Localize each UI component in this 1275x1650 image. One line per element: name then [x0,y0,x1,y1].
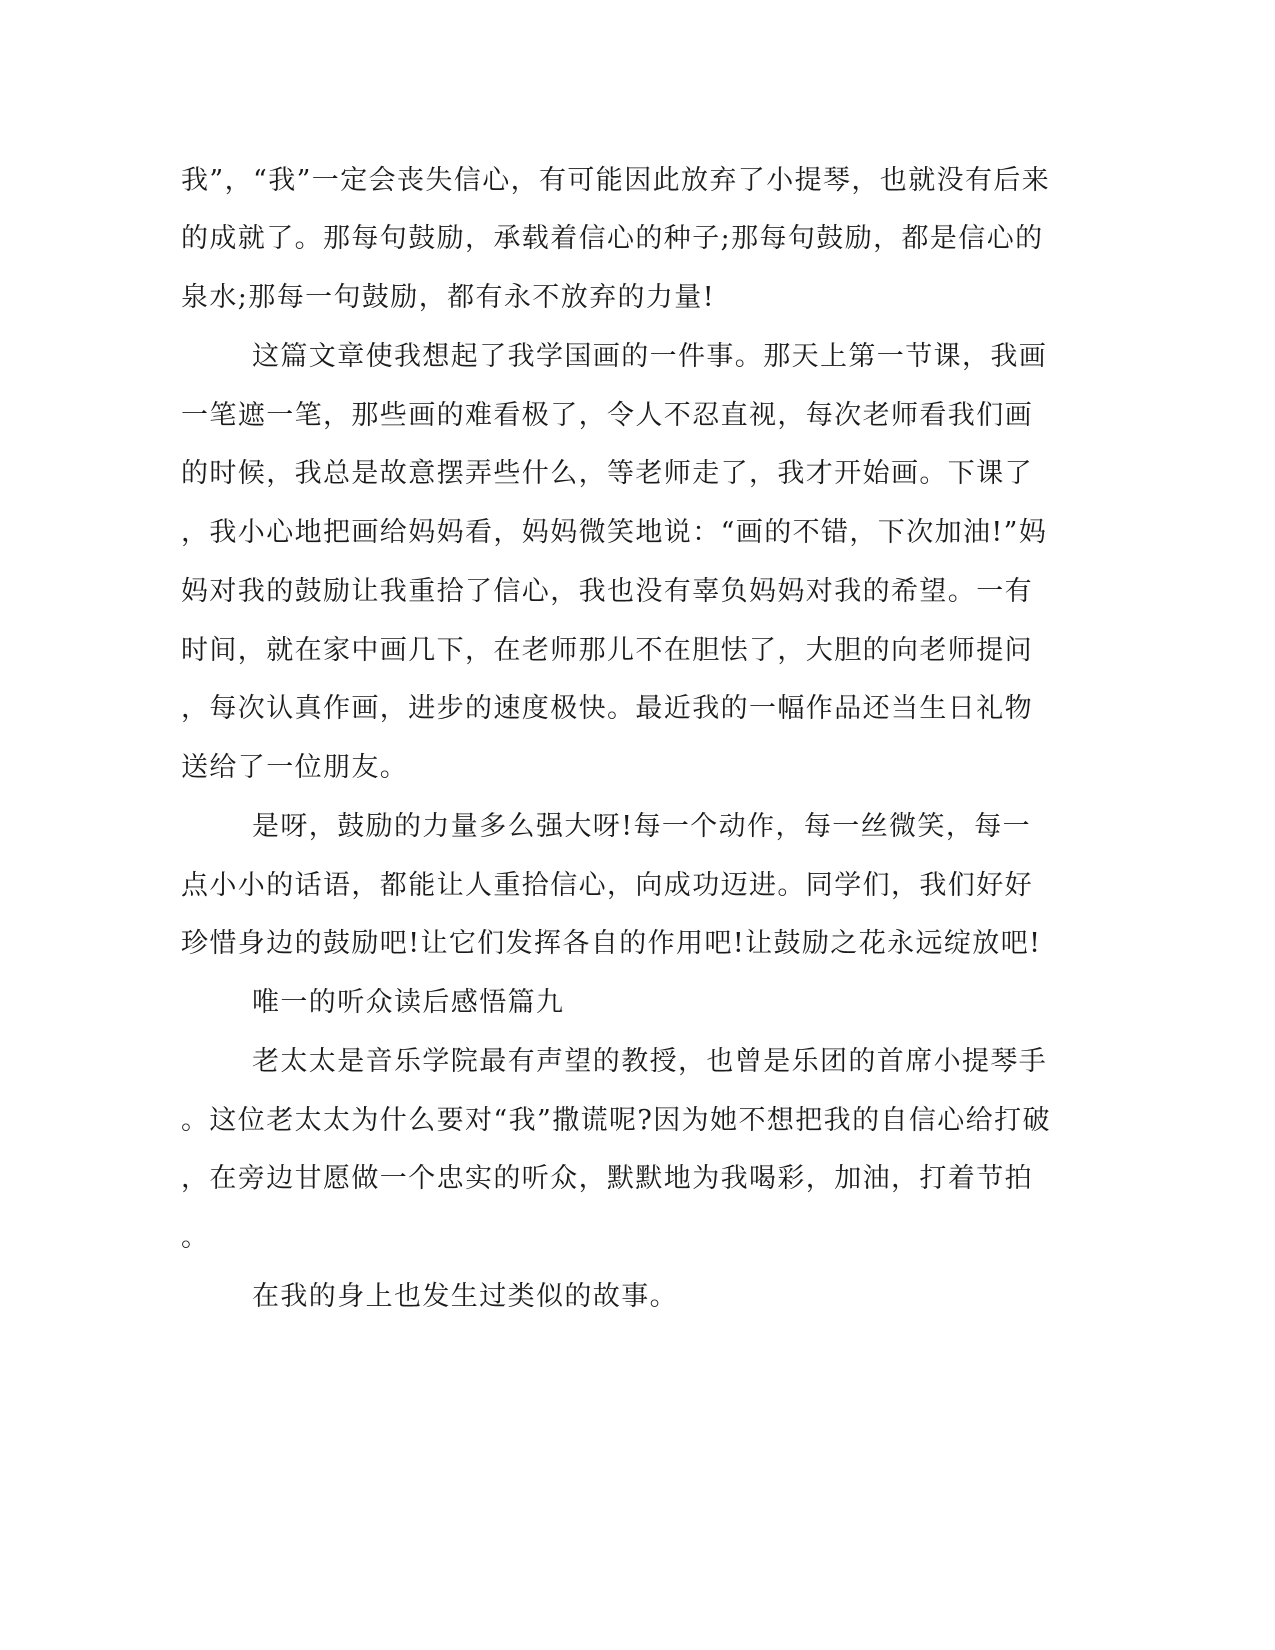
text-line: 。这位老太太为什么要对“我”撒谎呢?因为她不想把我的自信心给打破 [181,1105,1051,1136]
text-line: 一笔遮一笔，那些画的难看极了，令人不忍直视，每次老师看我们画 [181,400,1033,431]
text-line: 点小小的话语，都能让人重拾信心，向成功迈进。同学们，我们好好 [181,870,1033,901]
paragraph-first-line: 老太太是音乐学院最有声望的教授，也曾是乐团的首席小提琴手 [252,1046,1048,1077]
text-line: 的成就了。那每句鼓励，承载着信心的种子;那每句鼓励，都是信心的 [181,223,1044,254]
text-line: ，我小心地把画给妈妈看，妈妈微笑地说：“画的不错，下次加油!”妈 [181,517,1048,548]
text-line: 。 [181,1222,210,1253]
text-line: ，每次认真作画，进步的速度极快。最近我的一幅作品还当生日礼物 [181,693,1033,724]
paragraph-first-line: 这篇文章使我想起了我学国画的一件事。那天上第一节课，我画 [252,341,1048,372]
text-line: 珍惜身边的鼓励吧!让它们发挥各自的作用吧!让鼓励之花永远绽放吧! [181,928,1042,959]
text-line: 我”，“我”一定会丧失信心，有可能因此放弃了小提琴，也就没有后来 [181,165,1051,196]
text-line: 送给了一位朋友。 [181,752,409,783]
text-line: 妈对我的鼓励让我重拾了信心，我也没有辜负妈妈对我的希望。一有 [181,576,1033,607]
section-heading: 唯一的听众读后感悟篇九 [252,987,565,1018]
text-line: 时间，就在家中画几下，在老师那儿不在胆怯了，大胆的向老师提问 [181,635,1033,666]
paragraph-first-line: 在我的身上也发生过类似的故事。 [252,1281,678,1312]
paragraph-first-line: 是呀，鼓励的力量多么强大呀!每一个动作，每一丝微笑，每一 [252,811,1032,842]
text-line: 泉水;那每一句鼓励，都有永不放弃的力量! [181,282,715,313]
text-line: 的时候，我总是故意摆弄些什么，等老师走了，我才开始画。下课了 [181,458,1033,489]
text-line: ，在旁边甘愿做一个忠实的听众，默默地为我喝彩，加油，打着节拍 [181,1163,1033,1194]
